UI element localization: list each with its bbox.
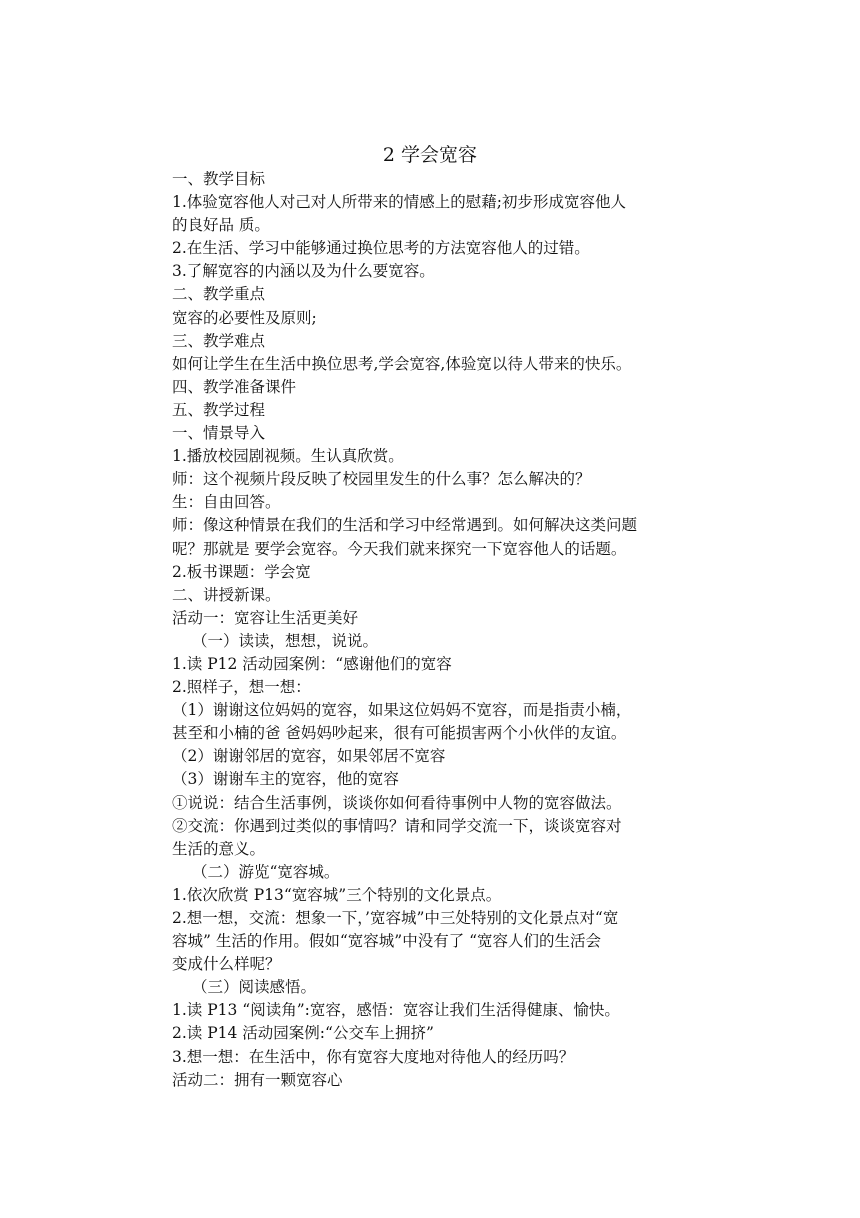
text-line: ②交流：你遇到过类似的事情吗？请和同学交流一下，谈谈宽容对 bbox=[172, 816, 622, 835]
text-line: 如何让学生在生活中换位思考,学会宽容,体验宽以待人带来的快乐。 bbox=[172, 354, 632, 373]
text-line: 2.照样子，想一想： bbox=[172, 678, 311, 697]
text-line: 四、教学准备课件 bbox=[172, 377, 297, 396]
text-line: 的良好品 质。 bbox=[172, 216, 270, 235]
text-line: 变成什么样呢？ bbox=[172, 955, 281, 974]
text-line: 师：这个视频片段反映了校园里发生的什么事？怎么解决的？ bbox=[172, 470, 591, 489]
text-line: 2.在生活、学习中能够通过换位思考的方法宽容他人的过错。 bbox=[172, 239, 590, 258]
text-line: 呢？那就是 要学会宽容。今天我们就来探究一下宽容他人的话题。 bbox=[172, 539, 627, 558]
text-line: 生活的意义。 bbox=[172, 839, 266, 858]
text-line: 3.想一想：在生活中，你有宽容大度地对待他人的经历吗？ bbox=[172, 1047, 575, 1066]
text-line: 活动二：拥有一颗宽容心 bbox=[172, 1070, 343, 1089]
text-line: （二）游览“宽容城。 bbox=[192, 862, 340, 881]
document-title: 2 学会宽容 bbox=[382, 144, 478, 166]
text-line: 一、教学目标 bbox=[172, 170, 266, 188]
text-line: 五、教学过程 bbox=[172, 400, 266, 419]
text-line: 宽容的必要性及原则; bbox=[172, 308, 317, 327]
text-line: 三、教学难点 bbox=[172, 331, 266, 350]
text-line: 二、讲授新课。 bbox=[172, 585, 281, 604]
text-line: 2.读 P14 活动园案例:“公交车上拥挤” bbox=[172, 1024, 434, 1043]
text-line: ①说说：结合生活事例，谈谈你如何看待事例中人物的宽容做法。 bbox=[172, 793, 622, 812]
document-body bbox=[172, 168, 712, 1092]
text-line: 甚至和小楠的爸 爸妈妈吵起来，很有可能损害两个小伙伴的友谊。 bbox=[172, 724, 627, 743]
text-line: 1.读 P13 “阅读角”:宽容，感悟：宽容让我们生活得健康、愉快。 bbox=[172, 1001, 620, 1020]
text-line: 1.体验宽容他人对己对人所带来的情感上的慰藉;初步形成宽容他人 bbox=[172, 193, 627, 212]
text-line: （三）阅读感悟。 bbox=[192, 978, 317, 997]
text-line: 3.了解宽容的内涵以及为什么要宽容。 bbox=[172, 262, 435, 281]
text-line: 2.想一想，交流：想象一下，’宽容城”中三处特别的文化景点对“宽 bbox=[172, 909, 619, 927]
text-line: 活动一：宽容让生活更美好 bbox=[172, 608, 359, 627]
text-line: 1.依次欣赏 P13“宽容城”三个特别的文化景点。 bbox=[172, 885, 502, 904]
text-line: 二、教学重点 bbox=[172, 285, 266, 304]
text-line: （一）读读，想想，说说。 bbox=[192, 631, 379, 650]
text-line: 一、情景导入 bbox=[172, 424, 266, 443]
text-line: （1）谢谢这位妈妈的宽容，如果这位妈妈不宽容，而是指责小楠， bbox=[172, 701, 632, 720]
text-line: 容城” 生活的作用。假如“宽容城”中没有了 “宽容人们的生活会 bbox=[172, 932, 602, 951]
text-line: 1.播放校园剧视频。生认真欣赏。 bbox=[172, 447, 404, 466]
text-line: 师：像这种情景在我们的生活和学习中经常遇到。如何解决这类问题 bbox=[172, 516, 638, 535]
text-line: （3）谢谢车主的宽容，他的宽容 bbox=[172, 770, 399, 789]
text-line: （2）谢谢邻居的宽容，如果邻居不宽容 bbox=[172, 747, 446, 766]
text-line: 1.读 P12 活动园案例：“感谢他们的宽容 bbox=[172, 654, 452, 673]
text-line: 2.板书课题：学会宽 bbox=[172, 562, 311, 581]
text-line: 生：自由回答。 bbox=[172, 493, 281, 512]
